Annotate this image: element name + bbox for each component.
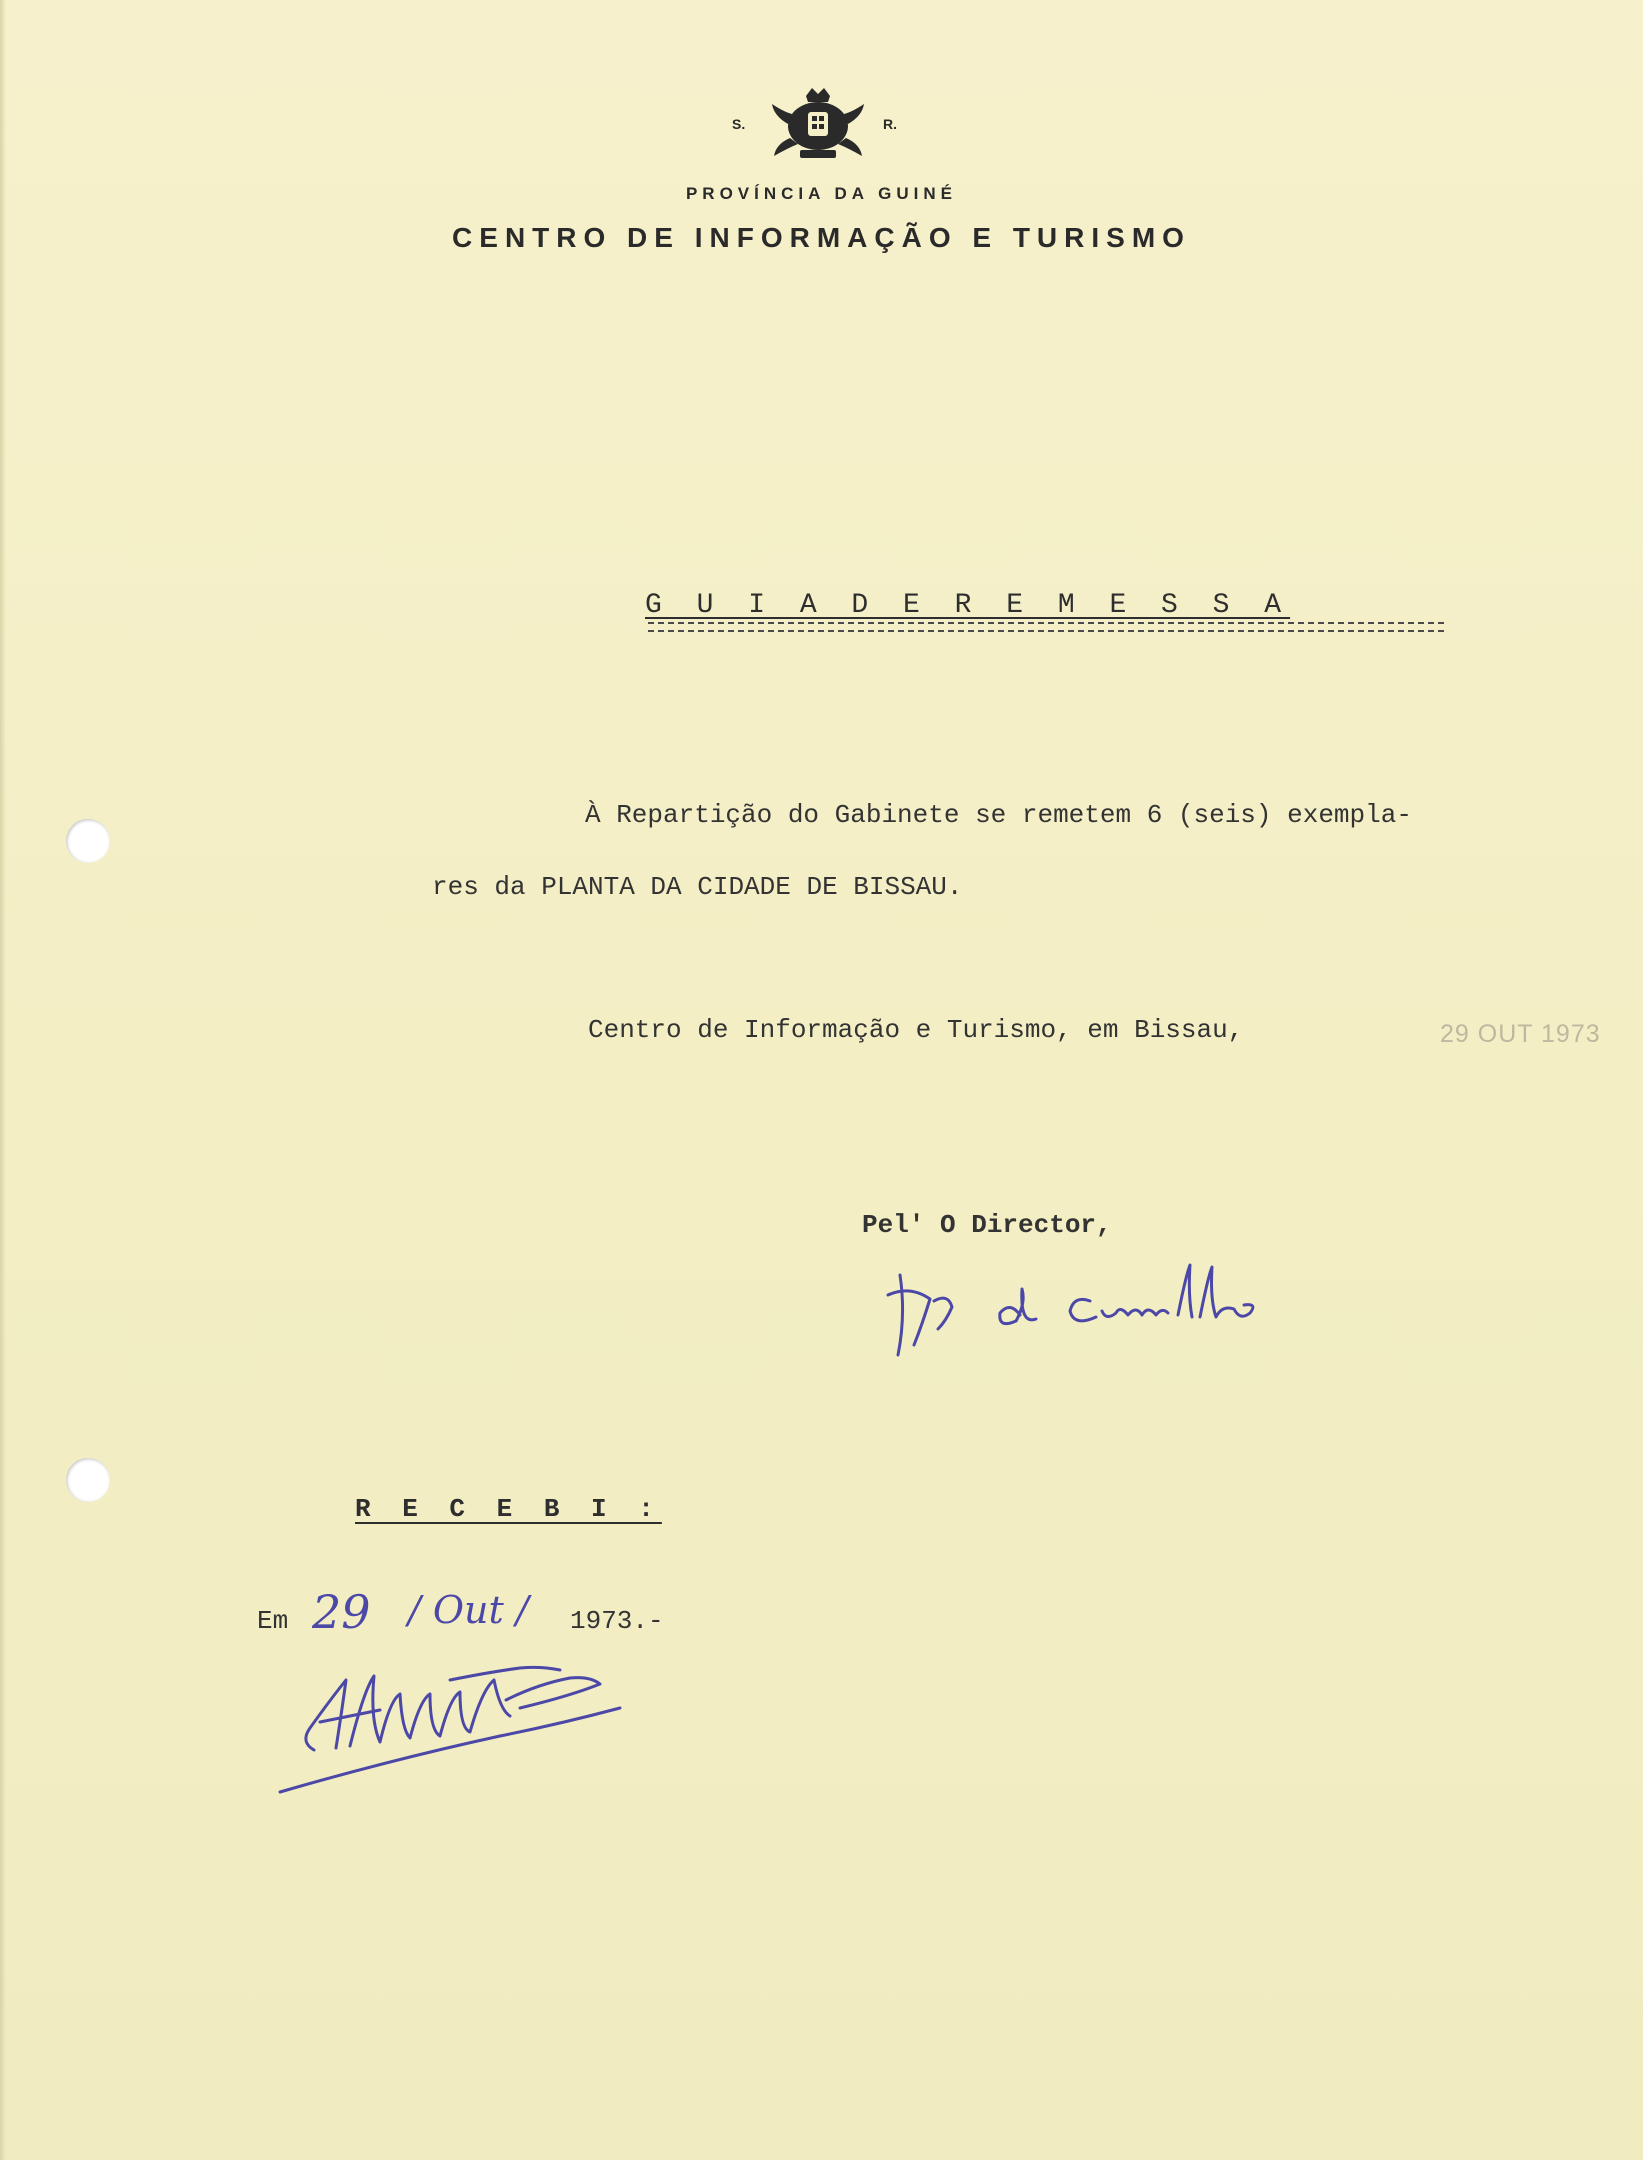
seal-row bbox=[0, 80, 1643, 160]
seal-label-left: S. bbox=[732, 116, 746, 132]
seal-label-right: R. bbox=[883, 116, 897, 132]
director-signature bbox=[870, 1255, 1330, 1365]
body-line-2: res da PLANTA DA CIDADE DE BISSAU. bbox=[432, 872, 963, 902]
date-stamp: 29 OUT 1973 bbox=[1440, 1020, 1601, 1048]
punch-hole-bottom bbox=[66, 1458, 110, 1502]
receipt-date-prefix: Em bbox=[257, 1606, 289, 1636]
receipt-day: 29 bbox=[312, 1585, 371, 1639]
receipt-month: / Out / bbox=[408, 1588, 529, 1632]
organization-name: CENTRO DE INFORMAÇÃO E TURISMO bbox=[452, 222, 1191, 253]
receiver-signature bbox=[270, 1650, 630, 1800]
place-line: Centro de Informação e Turismo, em Bissau, bbox=[588, 1015, 1244, 1045]
province-name: PROVÍNCIA DA GUINÉ bbox=[685, 184, 958, 203]
punch-hole-top bbox=[66, 819, 110, 863]
receipt-year: 1973.- bbox=[570, 1606, 664, 1636]
title-double-rule bbox=[648, 622, 1444, 632]
body-line-1: À Repartição do Gabinete se remetem 6 (seis) exempla- bbox=[585, 800, 1412, 830]
coat-of-arms-icon bbox=[770, 86, 866, 162]
letterhead bbox=[0, 80, 1643, 253]
document-title: G U I A D E R E M E S S A bbox=[645, 590, 1291, 621]
closing-line: Pel' O Director, bbox=[862, 1210, 1112, 1240]
receipt-label: R E C E B I : bbox=[355, 1494, 662, 1524]
paper-edge bbox=[0, 0, 6, 2160]
